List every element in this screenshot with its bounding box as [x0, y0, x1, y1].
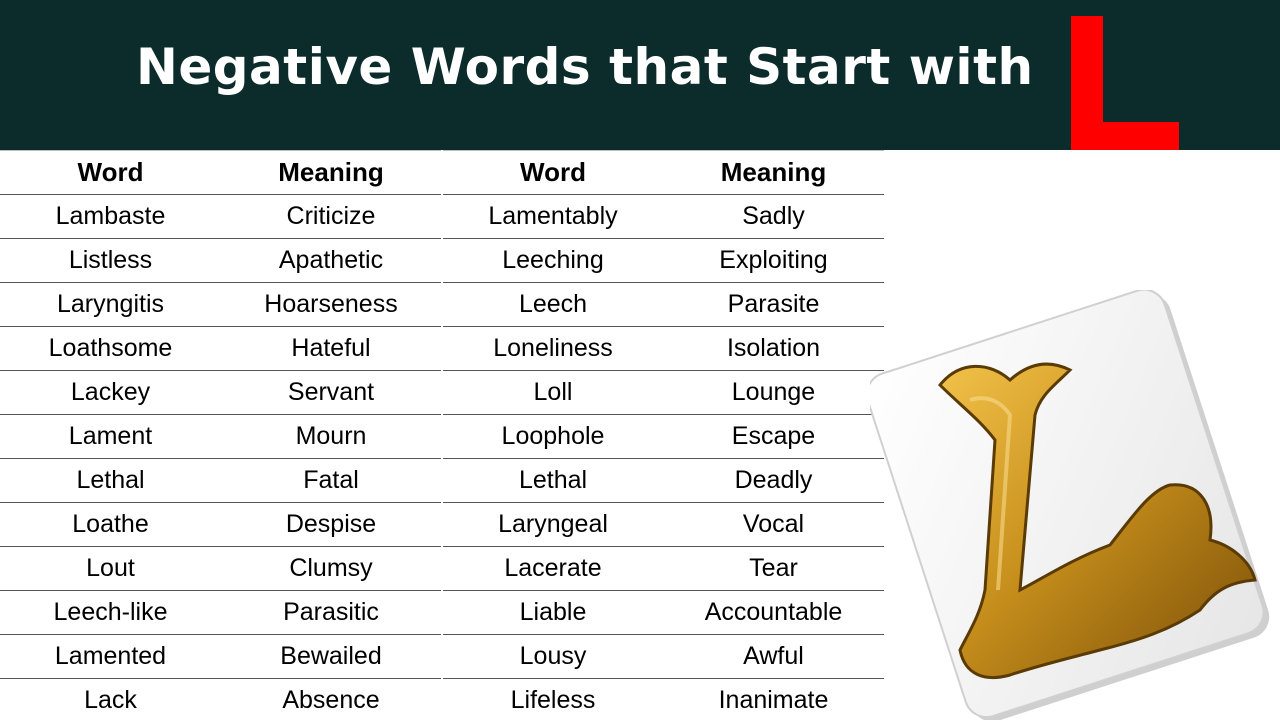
word-cell: Loll [442, 371, 663, 415]
table-row [0, 327, 884, 371]
meaning-cell: Hateful [221, 327, 442, 371]
meaning-cell: Vocal [663, 503, 884, 547]
meaning-cell: Criticize [221, 195, 442, 239]
table-row [0, 679, 884, 720]
word-cell: Lament [0, 415, 221, 459]
word-cell: Lamented [0, 635, 221, 679]
word-cell: Laryngeal [442, 503, 663, 547]
word-cell: Lethal [0, 459, 221, 503]
table-row [0, 547, 884, 591]
meaning-cell: Servant [221, 371, 442, 415]
table-row [0, 415, 884, 459]
meaning-cell: Mourn [221, 415, 442, 459]
meaning-cell: Escape [663, 415, 884, 459]
meaning-cell: Exploiting [663, 239, 884, 283]
meaning-cell: Clumsy [221, 547, 442, 591]
meaning-cell: Despise [221, 503, 442, 547]
word-cell: Liable [442, 591, 663, 635]
column-header-word: Word [442, 151, 663, 195]
words-table [0, 150, 884, 720]
word-cell: Listless [0, 239, 221, 283]
word-cell: Leech-like [0, 591, 221, 635]
word-cell: Lout [0, 547, 221, 591]
word-cell: Loathsome [0, 327, 221, 371]
word-cell: Loophole [442, 415, 663, 459]
table-row [0, 635, 884, 679]
meaning-cell: Sadly [663, 195, 884, 239]
meaning-cell: Apathetic [221, 239, 442, 283]
word-cell: Lamentably [442, 195, 663, 239]
meaning-cell: Hoarseness [221, 283, 442, 327]
table-row [0, 503, 884, 547]
word-cell: Lack [84, 686, 137, 714]
meaning-cell: Parasitic [221, 591, 442, 635]
header-banner [0, 0, 1280, 150]
golden-letter-l-tile-icon [870, 290, 1270, 720]
letter-l-foot [1071, 122, 1179, 150]
column-header-meaning: Meaning [221, 151, 442, 195]
meaning-cell: Deadly [663, 459, 884, 503]
meaning-cell: Inanimate [718, 686, 829, 714]
word-cell: Leech [442, 283, 663, 327]
table-row [0, 239, 884, 283]
column-header-meaning: Meaning [663, 151, 884, 195]
word-cell: Lacerate [442, 547, 663, 591]
letter-l-icon [1071, 16, 1179, 150]
word-cell: Lethal [442, 459, 663, 503]
word-cell: Lifeless [442, 679, 663, 720]
meaning-cell: Tear [663, 547, 884, 591]
table-row [0, 591, 884, 635]
word-cell: Lousy [442, 635, 663, 679]
table-row [0, 283, 884, 327]
meaning-cell: Isolation [663, 327, 884, 371]
meaning-cell: Fatal [221, 459, 442, 503]
word-cell: Leeching [442, 239, 663, 283]
meaning-cell: Lounge [663, 371, 884, 415]
column-header-word: Word [0, 151, 221, 195]
table-row [0, 459, 884, 503]
table-header-row [0, 151, 884, 195]
table-row [0, 371, 884, 415]
word-cell: Loneliness [442, 327, 663, 371]
meaning-cell: Bewailed [221, 635, 442, 679]
word-cell: Lambaste [0, 195, 221, 239]
page-title: Negative Words that Start with [136, 38, 1034, 96]
word-cell: Laryngitis [0, 283, 221, 327]
table-body [0, 195, 884, 720]
table-row [0, 195, 884, 239]
word-cell: Lackey [0, 371, 221, 415]
meaning-cell: Parasite [663, 283, 884, 327]
meaning-cell: Absence [282, 686, 380, 714]
word-cell: Loathe [0, 503, 221, 547]
meaning-cell: Accountable [663, 591, 884, 635]
meaning-cell: Awful [663, 635, 884, 679]
